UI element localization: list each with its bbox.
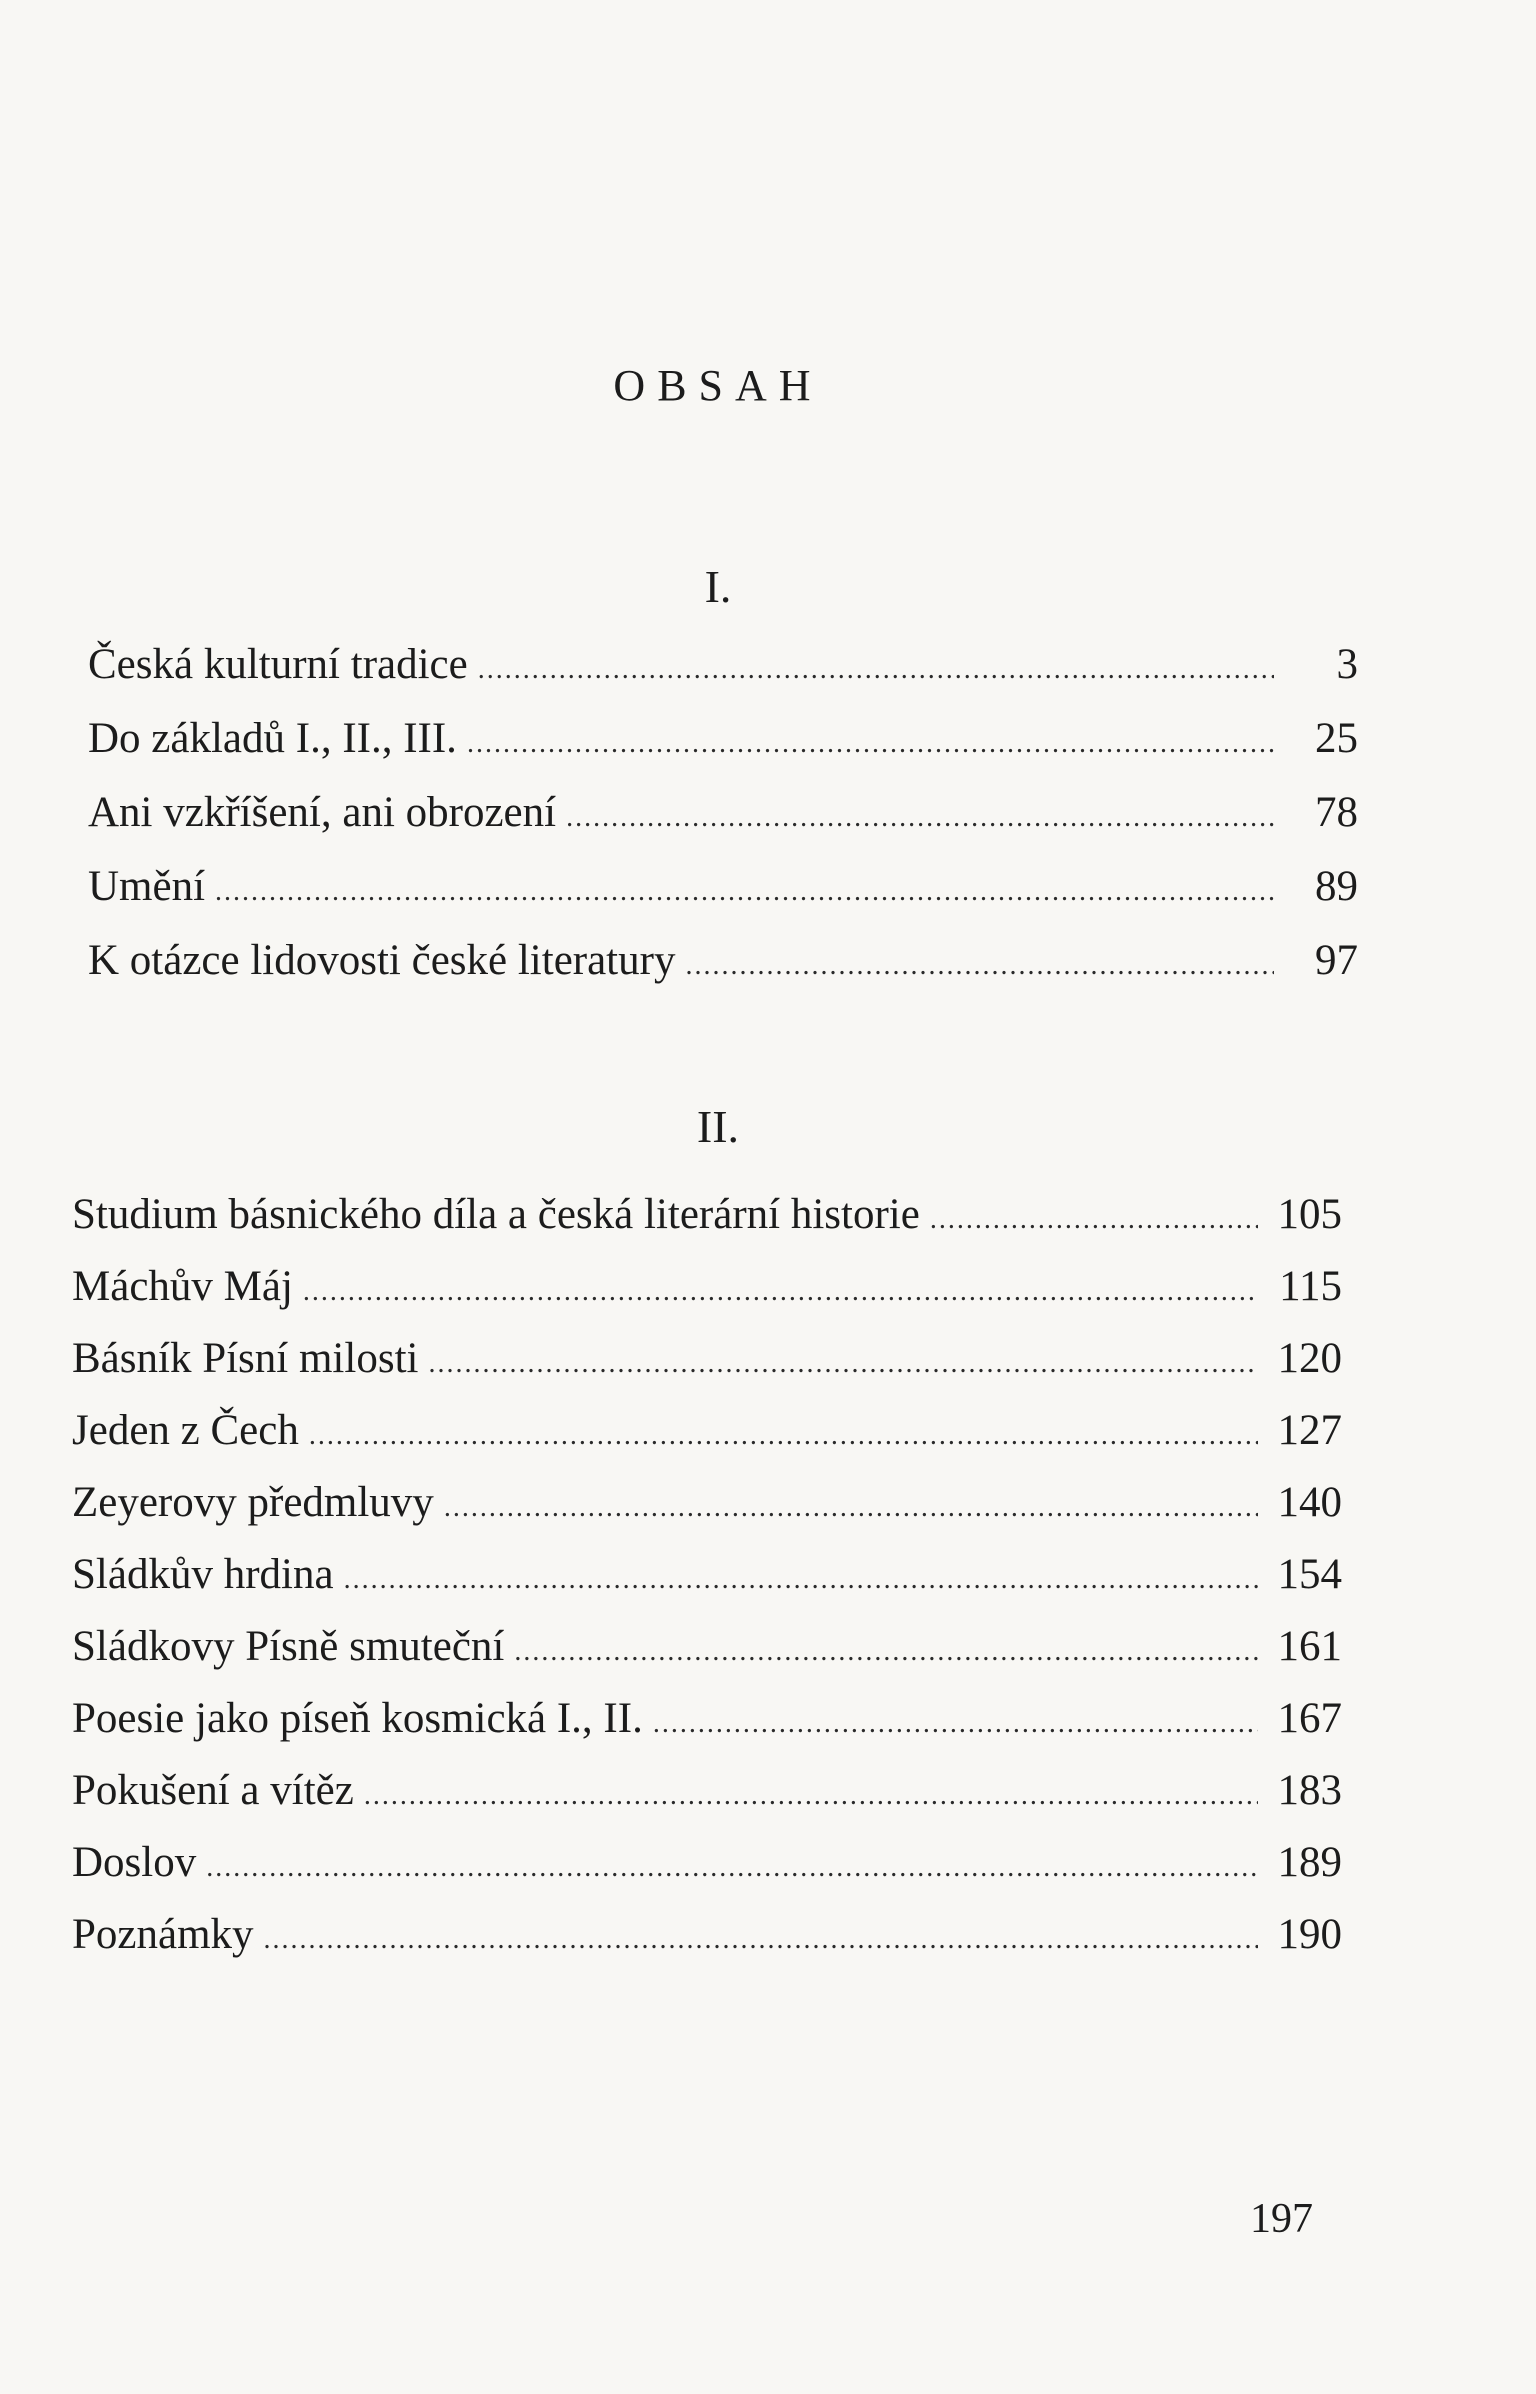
dot-leader [514, 1636, 1258, 1668]
dot-leader [215, 876, 1274, 908]
toc-entry-page: 154 [1277, 1551, 1342, 1598]
toc-entry [72, 1334, 1342, 1406]
dot-leader [206, 1852, 1258, 1884]
dot-leader [653, 1708, 1258, 1740]
toc-entry [72, 1406, 1342, 1478]
dot-leader [364, 1780, 1258, 1812]
toc-entry-page: 115 [1279, 1263, 1342, 1310]
dot-leader [428, 1348, 1258, 1380]
toc-entry-title: Do základů I., II., III. [88, 715, 457, 762]
section-heading-1: I. [704, 561, 732, 612]
dot-leader [478, 654, 1274, 686]
toc-entry-title: Umění [88, 863, 206, 910]
section-heading-2: II. [696, 1101, 740, 1152]
toc-entry-page: 3 [1336, 641, 1358, 688]
toc-entry-title: Jeden z Čech [72, 1407, 299, 1454]
toc-entry [88, 788, 1358, 862]
toc-entry [72, 1838, 1342, 1910]
toc-entry [72, 1910, 1342, 1982]
toc-entry-title: Sládkovy Písně smuteční [72, 1623, 505, 1670]
toc-entry-page: 78 [1315, 789, 1358, 836]
toc-entry-page: 120 [1277, 1335, 1342, 1382]
toc-entry-page: 190 [1277, 1911, 1342, 1958]
toc-entry-page: 161 [1277, 1623, 1342, 1670]
toc-entry-page: 127 [1277, 1407, 1342, 1454]
toc-entry [72, 1262, 1342, 1334]
toc-entry [72, 1694, 1342, 1766]
toc-entry-title: Poesie jako píseň kosmická I., II. [72, 1695, 643, 1742]
dot-leader [303, 1276, 1258, 1308]
dot-leader [444, 1492, 1258, 1524]
dot-leader [930, 1204, 1258, 1236]
toc-entry [88, 936, 1358, 1010]
toc-entry [88, 862, 1358, 936]
page-title: OBSAH [613, 361, 823, 410]
toc-entry-title: Máchův Máj [72, 1263, 293, 1310]
toc-entry-title: Sládkův hrdina [72, 1551, 334, 1598]
toc-section-2 [72, 1190, 1342, 1982]
toc-entry-page: 105 [1277, 1191, 1342, 1238]
toc-entry-title: Básník Písní milosti [72, 1335, 419, 1382]
toc-entry-page: 97 [1315, 937, 1358, 984]
toc-entry-title: Poznámky [72, 1911, 254, 1958]
toc-entry-page: 89 [1315, 863, 1358, 910]
toc-entry [88, 714, 1358, 788]
dot-leader [685, 950, 1274, 982]
toc-entry [72, 1190, 1342, 1262]
toc-entry [72, 1478, 1342, 1550]
toc-entry-page: 183 [1277, 1767, 1342, 1814]
page-number: 197 [1250, 2196, 1313, 2242]
dot-leader [309, 1420, 1258, 1452]
dot-leader [344, 1564, 1258, 1596]
toc-section-1 [88, 640, 1358, 1010]
toc-entry-page: 189 [1277, 1839, 1342, 1886]
toc-entry [72, 1550, 1342, 1622]
toc-entry-title: K otázce lidovosti české literatury [88, 937, 676, 984]
toc-entry-title: Česká kulturní tradice [88, 641, 468, 688]
toc-entry [72, 1766, 1342, 1838]
toc-entry-title: Doslov [72, 1839, 197, 1886]
toc-entry-title: Ani vzkříšení, ani obrození [88, 789, 557, 836]
toc-entry-page: 167 [1277, 1695, 1342, 1742]
toc-entry-page: 25 [1315, 715, 1358, 762]
toc-entry-page: 140 [1277, 1479, 1342, 1526]
toc-entry [72, 1622, 1342, 1694]
toc-entry-title: Studium básnického díla a česká literární historie [72, 1191, 920, 1238]
dot-leader [566, 802, 1274, 834]
dot-leader [467, 728, 1274, 760]
toc-entry-title: Zeyerovy předmluvy [72, 1479, 434, 1526]
toc-entry [88, 640, 1358, 714]
dot-leader [264, 1924, 1258, 1956]
toc-entry-title: Pokušení a vítěz [72, 1767, 354, 1814]
